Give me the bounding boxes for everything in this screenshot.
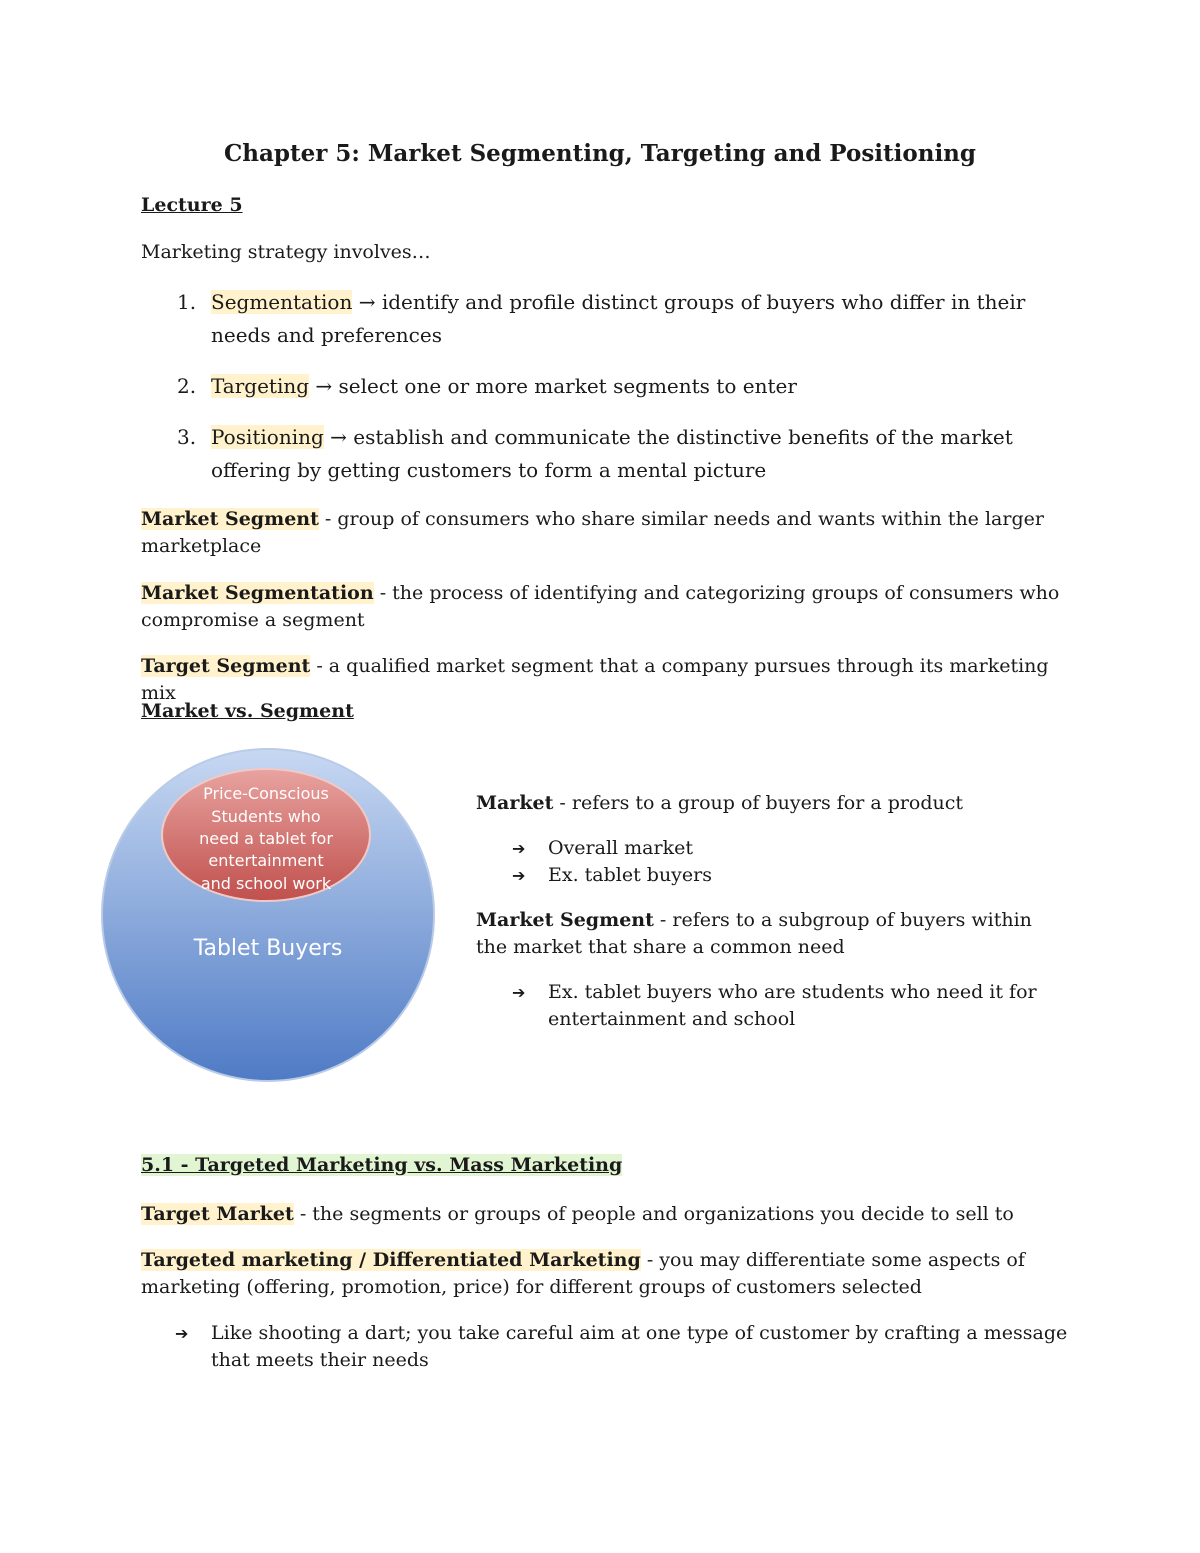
strategy-term: Positioning <box>211 425 324 449</box>
list-item <box>476 835 1066 862</box>
definition-text: - you may differentiate some aspects of marketing (offering, promotion, price) for different groups of customers selected <box>141 1249 1025 1298</box>
definition-text: - the process of identifying and categorizing groups of consumers who compromise a segment <box>141 582 1060 631</box>
bullet-text: Overall market <box>548 837 693 859</box>
market-definition <box>476 790 1066 817</box>
definition-term: Market Segment <box>476 909 654 931</box>
strategy-item-targeting <box>141 370 1041 403</box>
dart-bullet-list <box>141 1320 1071 1374</box>
segment-label-line: need a tablet for <box>199 829 333 848</box>
bullet-text: Like shooting a dart; you take careful aim at one type of customer by crafting a message that meets their needs <box>211 1322 1068 1371</box>
definition-term: Target Market <box>141 1203 294 1225</box>
list-number: 1. <box>177 290 197 314</box>
arrow-bullet-icon: ➔ <box>512 839 526 858</box>
page-title: Chapter 5: Market Segmenting, Targeting and Positioning <box>224 140 976 167</box>
definition-target-market <box>141 1201 1071 1228</box>
definition-market-segment <box>141 506 1071 560</box>
definition-text: - group of consumers who share similar needs and wants within the larger marketplace <box>141 508 1044 557</box>
definition-market-segmentation <box>141 580 1071 634</box>
list-number: 3. <box>177 425 197 449</box>
definition-text: - refers to a group of buyers for a product <box>553 792 964 814</box>
market-segment-definition <box>476 907 1066 961</box>
tablet-buyers-label: Tablet Buyers <box>193 936 343 961</box>
strategy-term: Targeting <box>211 374 310 398</box>
list-item <box>476 979 1066 1033</box>
arrow-bullet-icon: ➔ <box>512 983 526 1002</box>
segment-label-line: Students who <box>211 807 321 826</box>
definition-term: Market <box>476 792 554 814</box>
segment-label-line: Price-Conscious <box>203 784 329 803</box>
arrow-bullet-icon: ➔ <box>512 866 526 885</box>
intro-text: Marketing strategy involves… <box>141 241 431 263</box>
market-bullets <box>476 835 1066 889</box>
definition-term: Target Segment <box>141 655 311 677</box>
strategy-text: → establish and communicate the distinctive benefits of the market offering by getting customers to form a mental picture <box>211 425 1013 482</box>
definition-targeted-marketing <box>141 1247 1071 1301</box>
definition-text: - a qualified market segment that a company pursues through its marketing mix <box>141 655 1049 704</box>
lecture-heading: Lecture 5 <box>141 194 243 216</box>
list-item <box>476 862 1066 889</box>
section-heading-text: 5.1 - Targeted Marketing vs. Mass Marketing <box>141 1154 623 1176</box>
segment-label-line: entertainment <box>208 851 324 870</box>
segment-label-line: and school work <box>200 874 332 893</box>
strategy-item-positioning <box>141 421 1041 487</box>
strategy-item-segmentation <box>141 286 1041 352</box>
definition-target-segment <box>141 653 1071 707</box>
segment-bullets <box>476 979 1066 1033</box>
section-heading-5-1 <box>141 1154 622 1176</box>
strategy-text: → identify and profile distinct groups of buyers who differ in their needs and preferences <box>211 290 1026 347</box>
strategy-text: → select one or more market segments to enter <box>309 374 797 398</box>
arrow-bullet-icon: ➔ <box>175 1324 189 1343</box>
list-item <box>141 1320 1071 1374</box>
strategy-term: Segmentation <box>211 290 353 314</box>
strategy-list <box>141 286 1041 505</box>
bullet-text: Ex. tablet buyers <box>548 864 712 886</box>
market-vs-segment-heading: Market vs. Segment <box>141 700 354 722</box>
definition-text: - refers to a subgroup of buyers within the market that share a common need <box>476 909 1032 958</box>
bullet-text: Ex. tablet buyers who are students who need it for entertainment and school <box>548 981 1037 1030</box>
market-segment-diagram <box>98 745 438 1085</box>
definition-text: - the segments or groups of people and organizations you decide to sell to <box>293 1203 1014 1225</box>
definition-term: Market Segment <box>141 508 319 530</box>
definition-term: Market Segmentation <box>141 582 374 604</box>
market-explanation <box>476 790 1066 1051</box>
definition-term: Targeted marketing / Differentiated Marketing <box>141 1249 641 1271</box>
list-number: 2. <box>177 374 197 398</box>
